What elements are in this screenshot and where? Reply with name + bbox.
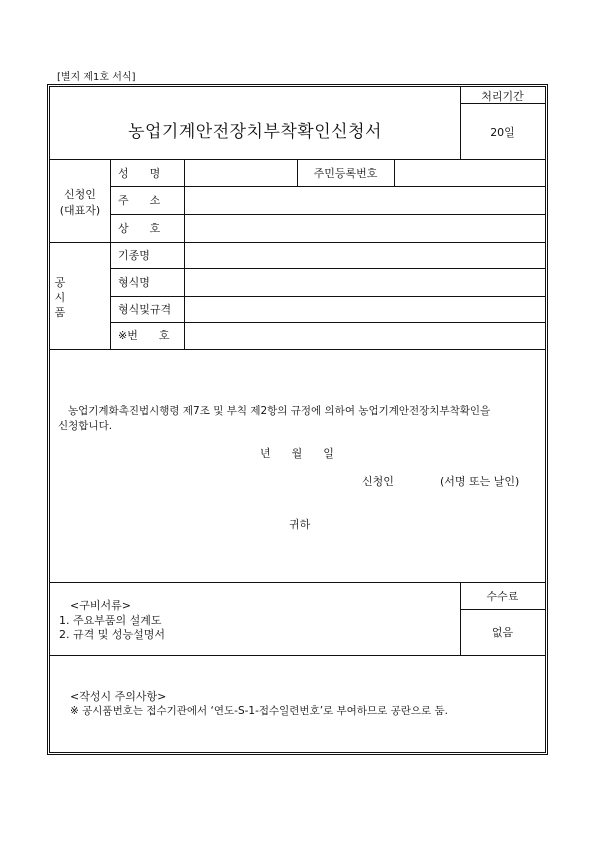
- applicant-sign-label: 신청인: [362, 475, 394, 488]
- statement-line-2: 신청합니다.: [58, 420, 113, 432]
- address-field[interactable]: [185, 187, 544, 213]
- applicant-group-label-sub: (대표자): [59, 204, 101, 217]
- notes-line-1: ※ 공시품번호는 접수기관에서 ‘연도-S-1-접수일련번호’로 부여하므로 공란으로 둠.: [70, 705, 448, 717]
- rule: [50, 582, 545, 583]
- statement-line-1: 농업기계화촉진법시행령 제7조 및 부칙 제2항의 규정에 의하여 농업기계안전장치부착확인을: [68, 405, 491, 417]
- model-name-label: 기종명: [118, 249, 150, 262]
- resident-id-label: 주민등록번호: [313, 167, 378, 180]
- rule: [460, 103, 545, 104]
- fee-label: 수수료: [486, 590, 519, 603]
- type-spec-field[interactable]: [185, 297, 544, 321]
- address-label: 주 소: [118, 194, 161, 207]
- item-number-field[interactable]: [185, 323, 544, 348]
- fee-value: 없음: [491, 626, 514, 639]
- applicant-group-label: 신청인: [64, 188, 96, 201]
- type-name-field[interactable]: [185, 269, 544, 295]
- rule: [50, 349, 545, 350]
- resident-id-field[interactable]: [395, 160, 544, 185]
- documents-heading: <구비서류>: [70, 599, 131, 612]
- form-label: [별지 제1호 서식]: [57, 72, 136, 83]
- addressee: 귀하: [289, 518, 311, 531]
- signature-label: (서명 또는 날인): [440, 475, 520, 488]
- notes-heading: <작성시 주의사항>: [70, 690, 167, 703]
- form-title: 농업기계안전장치부착확인신청서: [128, 122, 382, 142]
- rule: [50, 655, 545, 656]
- documents-item-1: 1. 주요부품의 설계도: [59, 614, 162, 627]
- processing-period-value: 20일: [490, 126, 515, 139]
- type-spec-label: 형식및규격: [118, 303, 172, 316]
- item-group-label-1: 공: [54, 276, 66, 289]
- item-group-label-3: 품: [54, 306, 66, 319]
- documents-item-2: 2. 규격 및 성능설명서: [59, 628, 165, 641]
- model-name-field[interactable]: [185, 243, 544, 267]
- item-number-label: ※번 호: [118, 329, 170, 342]
- trade-name-label: 상 호: [118, 222, 161, 235]
- name-field[interactable]: [185, 160, 296, 185]
- trade-name-field[interactable]: [185, 215, 544, 241]
- date-line: 년 월 일: [260, 447, 334, 460]
- item-group-label-2: 시: [54, 291, 66, 304]
- type-name-label: 형식명: [118, 276, 150, 289]
- processing-period-label: 처리기간: [481, 90, 524, 103]
- rule: [460, 609, 545, 610]
- rule: [110, 159, 111, 349]
- name-label: 성 명: [118, 167, 161, 180]
